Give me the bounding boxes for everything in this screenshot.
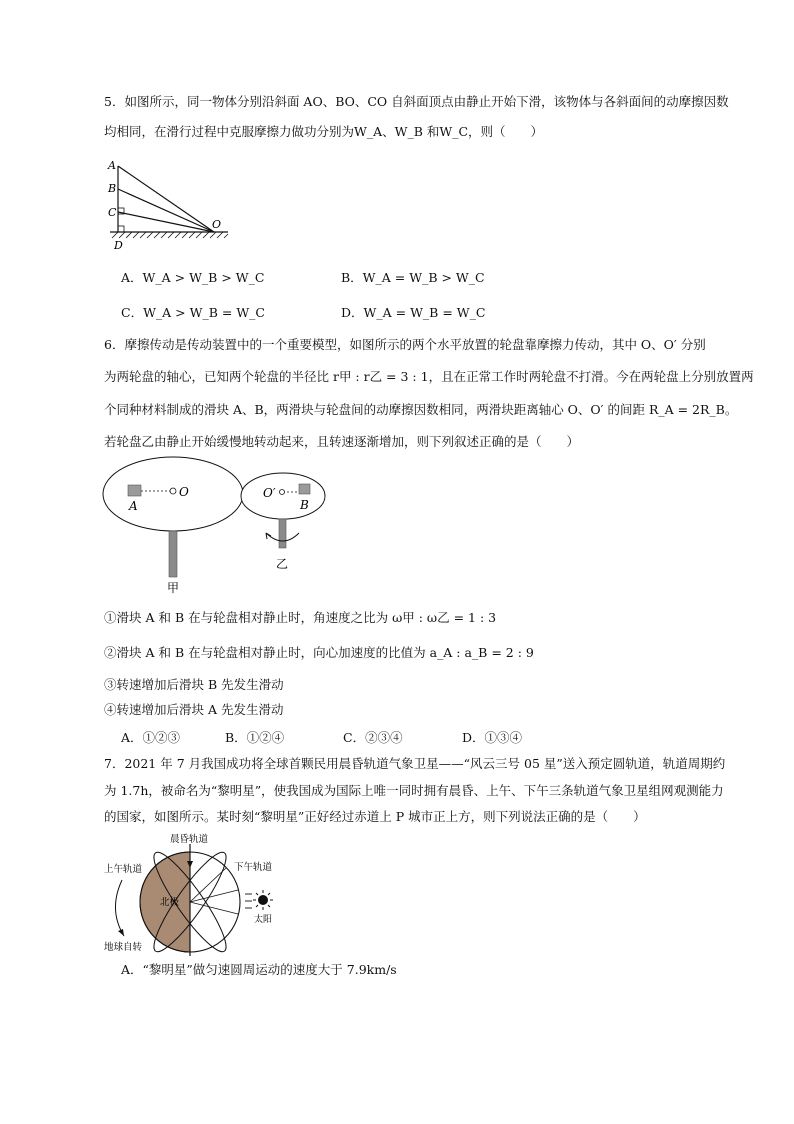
q6-friction-wheels-figure: [100, 455, 340, 600]
sun-icon: [253, 890, 273, 910]
q7-text-line3: 的国家，如图所示。某时刻“黎明星”正好经过赤道上 P 城市正上方，则下列说法正确的是（ ）: [104, 809, 646, 824]
q5-option-C[interactable]: C．W_A > W_B = W_C: [121, 305, 265, 320]
earth-rotation-arrow-icon: [115, 880, 124, 936]
q6-label-A: A: [129, 499, 138, 513]
q5-option-B[interactable]: B．W_A = W_B > W_C: [341, 270, 485, 285]
q6-option-A[interactable]: A．①②③: [121, 730, 181, 745]
q6-statement-2: ②滑块 A 和 B 在与轮盘相对静止时，向心加速度的比值为 a_A : a_B = 2 : 9: [104, 645, 534, 660]
q5-label-D: D: [114, 239, 123, 252]
q6-label-yi: 乙: [276, 557, 289, 571]
q6-statement-1: ①滑块 A 和 B 在与轮盘相对静止时，角速度之比为 ω甲 : ω乙 = 1 : 3: [104, 610, 497, 625]
q6-label-O-prime: O′: [263, 486, 276, 500]
q7-label-afternoon-orbit: 下午轨道: [234, 862, 273, 873]
q6-label-B: B: [300, 498, 309, 512]
q7-text-line1: 7．2021 年 7 月我国成功将全球首颗民用晨昏轨道气象卫星——“风云三号 05 星”送入预定圆轨道，轨道周期约: [104, 756, 726, 771]
q6-statement-3: ③转速增加后滑块 B 先发生滑动: [104, 677, 284, 692]
rotation-arrow-icon: [266, 533, 271, 539]
q6-option-C[interactable]: C．②③④: [343, 730, 403, 745]
q5-option-A[interactable]: A．W_A > W_B > W_C: [121, 270, 265, 285]
q6-label-jia: 甲: [167, 581, 180, 595]
q6-text-line4: 若轮盘乙由静止开始缓慢地转动起来，且转速逐渐增加，则下列叙述正确的是（ ）: [104, 434, 580, 449]
q5-text-line1: 5．如图所示，同一物体分别沿斜面 AO、BO、CO 自斜面顶点由静止开始下滑，该物体与各斜面间的动摩擦因数: [104, 94, 729, 109]
q7-label-dawn-orbit: 晨昏轨道: [170, 834, 209, 845]
q6-option-B[interactable]: B．①②④: [225, 730, 285, 745]
q7-label-morning-orbit: 上午轨道: [104, 864, 143, 875]
q7-option-A[interactable]: A．“黎明星”做匀速圆周运动的速度大于 7.9km/s: [121, 962, 397, 977]
q6-text-line3: 个同种材料制成的滑块 A、B，两滑块与轮盘间的动摩擦因数相同，两滑块距离轴心 O、O′ 的间距 R_A = 2R_B。: [104, 402, 738, 417]
q6-text-line2: 为两轮盘的轴心，已知两个轮盘的半径比 r甲 : r乙 = 3 : 1，且在正常工作时两轮盘不打滑。今在两轮盘上分别放置两: [104, 369, 754, 384]
q7-label-earth-rotation: 地球自转: [104, 942, 143, 953]
q6-label-O: O: [179, 485, 189, 499]
q7-text-line2: 为 1.7h，被命名为“黎明星”，使我国成为国际上唯一同时拥有晨昏、上午、下午三条轨道气象卫星组网观测能力: [104, 783, 724, 798]
q5-option-D[interactable]: D．W_A = W_B = W_C: [341, 305, 486, 320]
q5-label-O: O: [212, 218, 222, 231]
q5-label-B: B: [108, 182, 117, 195]
q5-text-line2: 均相同，在滑行过程中克服摩擦力做功分别为W_A、W_B 和W_C，则（ ）: [104, 124, 544, 139]
q5-label-C: C: [108, 206, 117, 219]
q5-incline-figure: [104, 156, 234, 254]
q6-text-line1: 6．摩擦传动是传动装置中的一个重要模型，如图所示的两个水平放置的轮盘靠摩擦力传动，其中 O、O′ 分别: [104, 337, 706, 352]
q6-option-D[interactable]: D．①③④: [462, 730, 523, 745]
q7-orbit-figure: [100, 828, 285, 956]
q7-label-north-pole: 北极: [160, 897, 180, 908]
q7-label-sun: 太阳: [254, 915, 273, 925]
q6-statement-4: ④转速增加后滑块 A 先发生滑动: [104, 702, 284, 717]
q5-label-A: A: [108, 159, 116, 172]
